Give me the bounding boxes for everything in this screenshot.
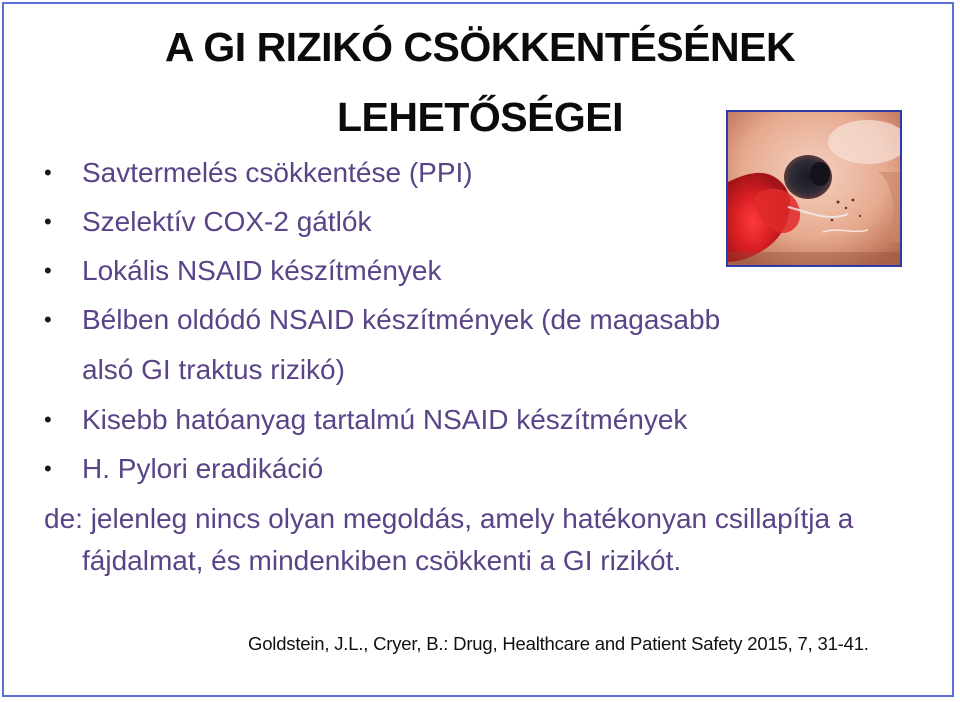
bullet-text: Savtermelés csökkentése (PPI) bbox=[82, 157, 473, 188]
bullet-dot-icon: • bbox=[44, 456, 52, 481]
bullet-text: Kisebb hatóanyag tartalmú NSAID készítmények bbox=[82, 404, 688, 435]
endoscopy-photo bbox=[726, 110, 902, 267]
slide-title-line-2: LEHETŐSÉGEI bbox=[336, 94, 624, 140]
bullet-dot-icon: • bbox=[44, 307, 52, 332]
bullet-item bbox=[44, 395, 924, 444]
bullet-dot-icon: • bbox=[44, 160, 52, 185]
bullet-item bbox=[44, 444, 924, 493]
bullet-dot-icon: • bbox=[44, 407, 52, 432]
endoscopy-bleeding-ulcer-photo-icon bbox=[728, 112, 900, 265]
bullet-text: Lokális NSAID készítmények bbox=[82, 255, 442, 286]
bullet-dot-icon: • bbox=[44, 258, 52, 283]
slide-title-line-1: A GI RIZIKÓ CSÖKKENTÉSÉNEK bbox=[164, 24, 796, 70]
bullet-item bbox=[44, 295, 742, 395]
bullet-dot-icon: • bbox=[44, 209, 52, 234]
conclusion-note: de: jelenleg nincs olyan megoldás, amely hatékonyan csillapítja a fájdalmat, és mindenkiben csökkenti a GI rizikót. bbox=[44, 503, 854, 576]
bullet-text: Bélben oldódó NSAID készítmények (de magasabb alsó GI traktus rizikó) bbox=[82, 304, 721, 385]
bullet-text: H. Pylori eradikáció bbox=[82, 453, 324, 484]
bullet-text: Szelektív COX-2 gátlók bbox=[82, 206, 372, 237]
citation: Goldstein, J.L., Cryer, B.: Drug, Healthcare and Patient Safety 2015, 7, 31-41. bbox=[248, 633, 869, 654]
